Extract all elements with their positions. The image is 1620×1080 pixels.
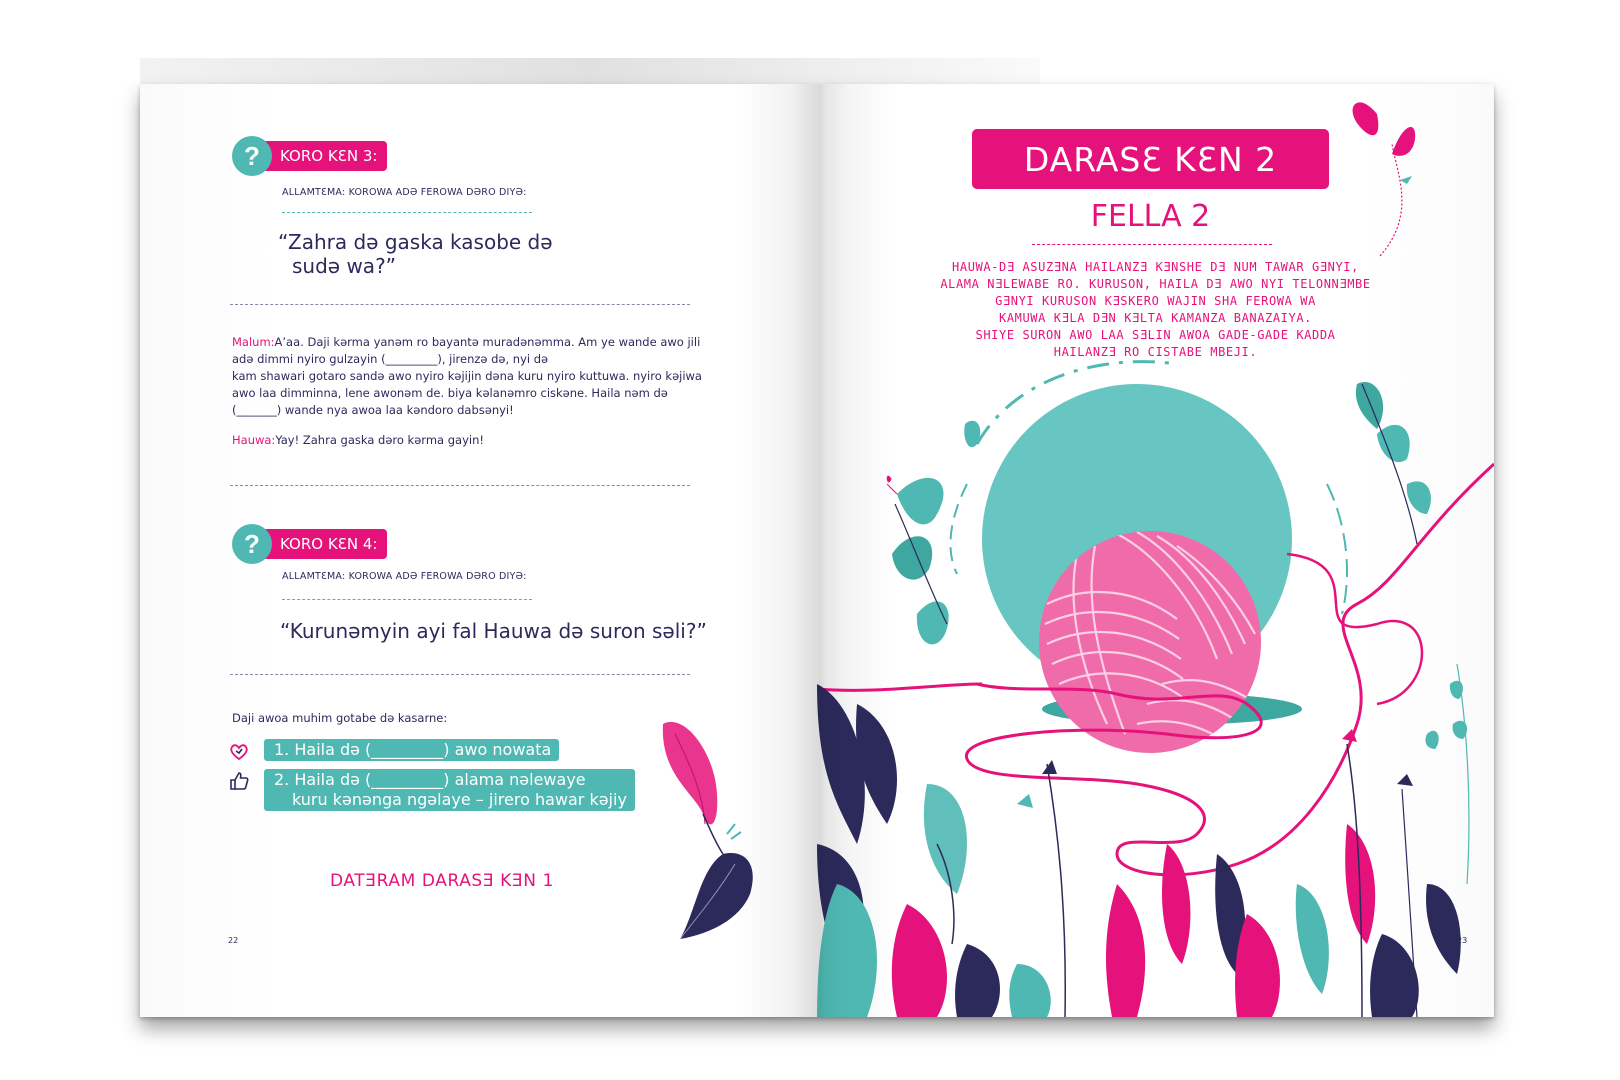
question-4-quote: “Kurunəmyin ayi fal Hauwa də suron səli?” [280, 619, 707, 643]
question-4-label: KORO KƐN 4: [264, 529, 387, 559]
question-mark-icon: ? [232, 524, 272, 564]
note-item-line: 1. Haila də (_________) awo nowata [274, 740, 552, 759]
dialog-line: awo laa dimminna, lene awonəm de. biya kəlanəmro ciskəne. Haila nəm də [232, 386, 668, 400]
speaker-label: Malum: [232, 335, 275, 349]
note-item-2 [264, 769, 635, 811]
intro-line: GƎNYI KURUSON KƎSKERO WAJIN SHA FEROWA WA [995, 294, 1316, 308]
top-shadow [140, 58, 1040, 84]
lesson-subtitle: FELLA 2 [1090, 199, 1211, 234]
page-number: 23 [1457, 936, 1468, 945]
note-item-line: 2. Haila də (_________) alama nəlewaye [274, 770, 586, 789]
dialog-line: (_______) wande nya awoa laa kəndoro dabsənyi! [232, 403, 514, 417]
question-3-quote-line: sudə wa?” [292, 254, 397, 278]
intro-line: SHIYE SURON AWO LAA SƎLIN AWOA GADE-GADE KADDA [975, 328, 1336, 342]
note-item-line: kuru kənənga ngəlaye – jirero hawar kəjiy [292, 790, 627, 809]
page-number: 22 [228, 936, 239, 945]
separator [230, 304, 690, 305]
question-3-badge [232, 136, 387, 176]
question-4-hint: ALLAMTƐMA: KOROWA ADƏ FEROWA DƏRO DIYƏ: [282, 571, 527, 582]
thumbs-up-icon [228, 770, 250, 792]
intro-line: HAUWA-DƎ ASUZƎNA HAILANZƎ KƎNSHE DƎ NUM TAWAR GƎNYI, [952, 260, 1359, 274]
question-3-quote [278, 230, 553, 278]
dialog-hauwa [232, 432, 702, 449]
book-spread [140, 84, 1494, 1017]
dialog-line: Yay! Zahra gaska dəro kərma gayin! [275, 433, 484, 447]
left-page [140, 84, 817, 1017]
subtitle-underline [1032, 244, 1272, 245]
dialog-line: adə dimmi nyiro gulzayin (_________), jirenzə də, nyi də [232, 352, 549, 366]
question-3-underline [282, 212, 532, 213]
question-3-hint: ALLAMTƐMA: KOROWA ADƏ FEROWA DƏRO DIYƏ: [282, 187, 527, 198]
dialog-line: A’aa. Daji kərma yanəm ro bayantə muradənəmma. Am ye wande awo jili [274, 335, 701, 349]
question-4-underline [282, 599, 532, 600]
dialog-line: kam shawari gotaro sandə awo nyiro kəjijin dəna kuru nyiro kuttuwa. nyiro kəjiwa [232, 369, 702, 383]
separator [230, 485, 690, 486]
intro-line: KAMUWA KƎLA DƎN KƎLTA KAMANZA BANAZAIYA. [999, 311, 1312, 325]
intro-line: HAILANZƎ RO CISTABE MBEJI. [1053, 345, 1258, 359]
right-page [817, 84, 1494, 1017]
separator [230, 674, 690, 675]
end-of-lesson-title: DATƎRAM DARASƎ KƎN 1 [330, 871, 554, 891]
lesson-title: DARASƐ KƐN 2 [972, 129, 1329, 189]
question-3-quote-line: “Zahra də gaska kasobe də [278, 230, 553, 254]
heart-hand-icon [228, 740, 250, 762]
leaf-decoration [655, 714, 765, 944]
intro-paragraph [877, 259, 1434, 361]
notes-title: Daji awoa muhim gotabe də kasarne: [232, 711, 448, 725]
question-4-badge [232, 524, 387, 564]
question-mark-icon: ? [232, 136, 272, 176]
speaker-label: Hauwa: [232, 433, 276, 447]
question-3-label: KORO KƐN 3: [264, 141, 387, 171]
intro-line: ALAMA NƎLEWABE RO. KURUSON, HAILA DƎ AWO NYI TELONNƎMBE [940, 277, 1371, 291]
dialog-malum [232, 334, 702, 419]
note-item-1 [264, 739, 559, 761]
